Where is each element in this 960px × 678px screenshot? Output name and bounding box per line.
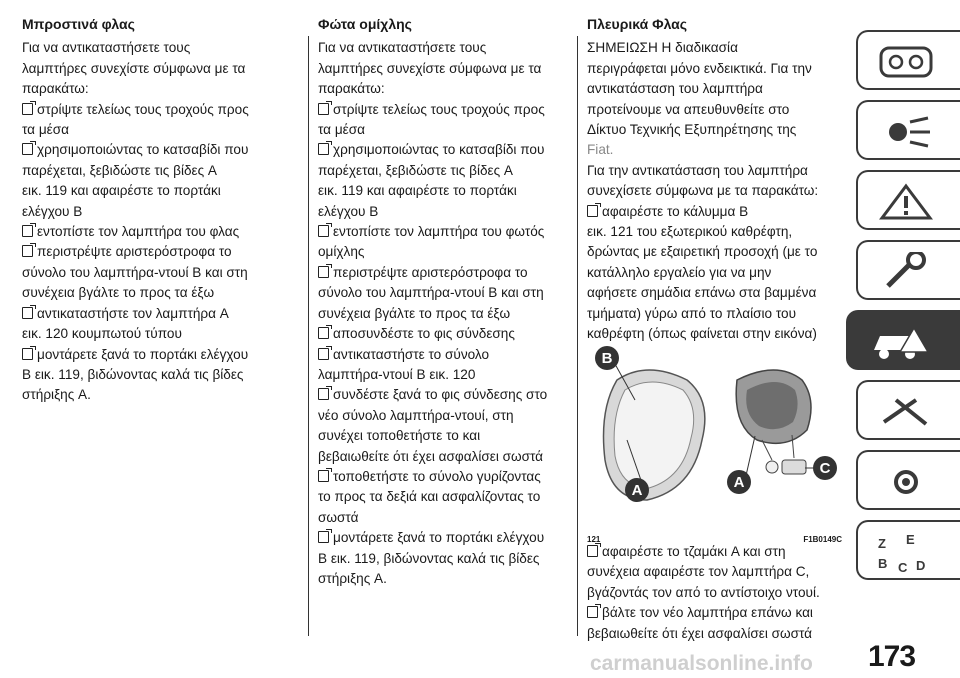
- checkbox-bullet-icon: [22, 245, 33, 257]
- text-line: στήριξης A.: [318, 570, 387, 586]
- text-line: συνεχίσετε σύμφωνα με τα παρακάτω:: [587, 183, 819, 199]
- text-line: συνέχεια βγάλτε το προς τα έξω: [318, 305, 511, 321]
- text-line: παρακάτω:: [318, 81, 385, 97]
- text-line: εικ. 119 και αφαιρέστε το πορτάκι: [22, 183, 221, 199]
- column-front-indicators: [22, 14, 282, 406]
- step-line: στρίψτε τελείως τους τροχούς προς: [22, 100, 282, 120]
- text-line: τα μέσα: [22, 122, 69, 138]
- section-heading: Μπροστινά φλας: [22, 16, 135, 32]
- text-line: ελέγχου B: [318, 203, 379, 219]
- warning-icon: [876, 182, 936, 222]
- mirror-illustration: [587, 340, 847, 518]
- step-line: αποσυνδέστε το φις σύνδεσης: [318, 324, 578, 344]
- text-line: παρέχεται, ξεβιδώστε τις βίδες A: [22, 162, 217, 178]
- label-b: B: [601, 350, 613, 367]
- text-line: βγάζοντάς τον από το αντίστοιχο ντουί.: [587, 584, 820, 600]
- text-line: περιγράφεται μόνο ενδεικτικά. Για την: [587, 60, 812, 76]
- checkbox-bullet-icon: [22, 103, 33, 115]
- text-line: ελέγχου B: [22, 203, 83, 219]
- step-line: χρησιμοποιώντας το κατσαβίδι που: [318, 140, 578, 160]
- step-line: αντικαταστήστε το σύνολο: [318, 345, 578, 365]
- tab-emergency-active[interactable]: [846, 310, 960, 370]
- checkbox-bullet-icon: [22, 225, 33, 237]
- text-line: λαμπτήρα-ντουί B εικ. 120: [318, 366, 476, 382]
- tab-lights[interactable]: [856, 100, 960, 160]
- watermark: carmanualsonline.info: [590, 652, 813, 675]
- text-line: τμήματα) γύρω από το πλαίσιο του: [587, 305, 797, 321]
- step-line: αφαιρέστε το τζαμάκι A και στη: [587, 542, 847, 562]
- svg-text:B: B: [878, 556, 888, 571]
- step-line: περιστρέψτε αριστερόστροφα το: [318, 263, 578, 283]
- step-line: περιστρέψτε αριστερόστροφα το: [22, 242, 282, 262]
- checkbox-bullet-icon: [587, 606, 598, 618]
- tab-warnings[interactable]: [856, 170, 960, 230]
- section-heading: Πλευρικά Φλας: [587, 16, 688, 32]
- checkbox-bullet-icon: [318, 143, 329, 155]
- text-line: παρακάτω:: [22, 81, 89, 97]
- step-line: εντοπίστε τον λαμπτήρα του φλας: [22, 222, 282, 242]
- text-line: λαμπτήρες συνεχίστε σύμφωνα με τα: [22, 60, 246, 76]
- text-line: Fiat.: [587, 142, 614, 158]
- text-line: Δίκτυο Τεχνικής Εξυπηρέτησης της: [587, 122, 797, 138]
- step-line: αντικαταστήστε τον λαμπτήρα A: [22, 304, 282, 324]
- checkbox-bullet-icon: [22, 307, 33, 319]
- text-line: καθρέφτη (όπως φαίνεται στην εικόνα): [587, 326, 817, 342]
- text-line: ομίχλης: [318, 244, 365, 260]
- note-line: ΣΗΜΕΙΩΣΗ Η διαδικασία: [587, 40, 738, 56]
- tab-index[interactable]: [856, 520, 960, 580]
- text-line: συνέχεια βγάλτε το προς τα έξω: [22, 285, 215, 301]
- checkbox-bullet-icon: [318, 348, 329, 360]
- text-line: συνέχεια αφαιρέστε τον λαμπτήρα C,: [587, 564, 810, 580]
- step-line: μοντάρετε ξανά το πορτάκι ελέγχου: [22, 345, 282, 365]
- checkbox-bullet-icon: [318, 470, 329, 482]
- section-heading: Φώτα ομίχλης: [318, 16, 412, 32]
- step-line: χρησιμοποιώντας το κατσαβίδι που: [22, 140, 282, 160]
- dashboard-icon: [876, 42, 936, 82]
- checkbox-bullet-icon: [318, 327, 329, 339]
- column-divider-1: [308, 36, 309, 636]
- text-line: νέο σύνολο λαμπτήρα-ντουί, στη: [318, 407, 514, 423]
- step-line: αφαιρέστε το κάλυμμα B: [587, 202, 847, 222]
- text-line: αντικατάσταση του λαμπτήρα: [587, 81, 763, 97]
- text-line: δρώντας με εξαιρετική προσοχή (με το: [587, 244, 818, 260]
- chapter-tabs: [856, 30, 960, 640]
- gear-icon: [876, 462, 936, 502]
- step-line: βάλτε τον νέο λαμπτήρα επάνω και: [587, 603, 847, 623]
- text-line: βεβαιωθείτε ότι έχει ασφαλίσει σωστά: [587, 625, 813, 641]
- text-line: B εικ. 119, βιδώνοντας καλά τις βίδες: [22, 366, 244, 382]
- text-line: βεβαιωθείτε ότι έχει ασφαλίσει σωστά: [318, 448, 544, 464]
- svg-text:D: D: [916, 558, 926, 573]
- column-side-indicators: [587, 14, 847, 345]
- text-line: στήριξης A.: [22, 387, 91, 403]
- alphabet-icon: [876, 532, 936, 576]
- text-line: σύνολο του λαμπτήρα-ντουί B και στη: [318, 285, 544, 301]
- text-line: λαμπτήρες συνεχίστε σύμφωνα με τα: [318, 60, 542, 76]
- checkbox-bullet-icon: [587, 545, 598, 557]
- text-line: παρέχεται, ξεβιδώστε τις βίδες A: [318, 162, 513, 178]
- text-line: εικ. 119 και αφαιρέστε το πορτάκι: [318, 183, 517, 199]
- checkbox-bullet-icon: [22, 143, 33, 155]
- page-number: 173: [868, 640, 916, 673]
- label-a: A: [631, 482, 643, 499]
- checkbox-bullet-icon: [587, 205, 598, 217]
- checkbox-bullet-icon: [318, 266, 329, 278]
- svg-text:Z: Z: [878, 536, 886, 551]
- tools-icon: [876, 392, 936, 432]
- checkbox-bullet-icon: [318, 388, 329, 400]
- text-line: τα μέσα: [318, 122, 365, 138]
- step-line: εντοπίστε τον λαμπτήρα του φωτός: [318, 222, 578, 242]
- checkbox-bullet-icon: [318, 225, 329, 237]
- text-line: συνέχει τοποθετήστε το και: [318, 428, 481, 444]
- svg-text:E: E: [906, 532, 915, 547]
- svg-text:C: C: [898, 560, 908, 575]
- text-line: B εικ. 119, βιδώνοντας καλά τις βίδες: [318, 550, 540, 566]
- text-line: προτείνουμε να απευθυνθείτε στο: [587, 101, 790, 117]
- column-fog-lights: [318, 14, 578, 589]
- tab-maintenance[interactable]: [856, 240, 960, 300]
- wrench-icon: [876, 252, 936, 292]
- text-line: το προς τα δεξιά και ασφαλίζοντας το: [318, 489, 541, 505]
- text-line: αφήσετε σημάδια επάνω στα βαμμένα: [587, 285, 817, 301]
- text-line: σωστά: [318, 509, 359, 525]
- lights-icon: [876, 112, 936, 152]
- car-icon: [866, 322, 936, 362]
- tab-settings[interactable]: [856, 450, 960, 510]
- checkbox-bullet-icon: [318, 103, 329, 115]
- text-line: Για να αντικαταστήσετε τους: [318, 40, 487, 56]
- step-line: στρίψτε τελείως τους τροχούς προς: [318, 100, 578, 120]
- step-line: μοντάρετε ξανά το πορτάκι ελέγχου: [318, 528, 578, 548]
- figure-caption: [587, 535, 842, 544]
- tab-dashboard[interactable]: [856, 30, 960, 90]
- text-line: Για την αντικατάσταση του λαμπτήρα: [587, 162, 808, 178]
- text-line: εικ. 120 κουμπωτού τύπου: [22, 326, 182, 342]
- text-line: κατάλληλο εργαλείο για να μην: [587, 264, 772, 280]
- step-line: συνδέστε ξανά το φις σύνδεσης στο: [318, 385, 578, 405]
- checkbox-bullet-icon: [318, 531, 329, 543]
- step-line: τοποθετήστε το σύνολο γυρίζοντας: [318, 467, 578, 487]
- figure-121: [587, 340, 847, 544]
- figure-number: 121: [587, 535, 601, 544]
- label-c: C: [819, 460, 831, 477]
- checkbox-bullet-icon: [22, 348, 33, 360]
- figure-code: F1B0149C: [803, 535, 842, 544]
- tab-tools[interactable]: [856, 380, 960, 440]
- column-side-indicators-bottom: [587, 542, 847, 644]
- label-a2: A: [733, 474, 745, 491]
- text-line: Για να αντικαταστήσετε τους: [22, 40, 191, 56]
- text-line: εικ. 121 του εξωτερικού καθρέφτη,: [587, 224, 793, 240]
- text-line: σύνολο του λαμπτήρα-ντουί B και στη: [22, 264, 248, 280]
